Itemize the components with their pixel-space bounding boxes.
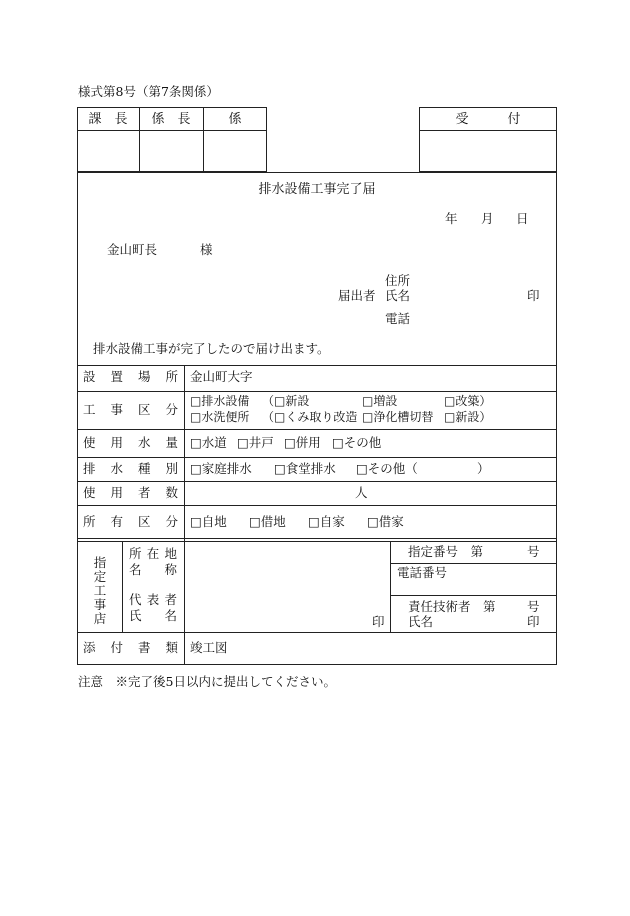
date-month: 月 bbox=[481, 211, 494, 226]
opt-toilet-new[interactable]: □新設） bbox=[444, 410, 492, 424]
ownership-label: 所 有 区 分 bbox=[83, 514, 178, 529]
engineer-name-label: 氏名 bbox=[408, 614, 434, 629]
kacho-label: 課 長 bbox=[88, 112, 128, 127]
drain-label: 排 水 種 別 bbox=[83, 461, 178, 476]
designation-go: 号 bbox=[527, 544, 540, 559]
users-unit: 人 bbox=[355, 485, 368, 500]
contractor-seal: 印 bbox=[372, 614, 385, 629]
engineer-label: 責任技術者 第 bbox=[408, 599, 496, 614]
applicant-name-label: 氏名 bbox=[385, 288, 411, 303]
opt-well[interactable]: □井戸 bbox=[237, 435, 274, 450]
uketsuke-label: 受 付 bbox=[455, 112, 521, 127]
note: 注意 ※完了後5日以内に提出してください。 bbox=[78, 674, 336, 689]
engineer-go: 号 bbox=[527, 599, 540, 614]
location-value: 金山町大字 bbox=[190, 369, 253, 384]
opt-combined[interactable]: □併用 bbox=[284, 435, 321, 450]
attachment-value: 竣工図 bbox=[190, 640, 228, 655]
opt-household-drain[interactable]: □家庭排水 bbox=[190, 461, 252, 476]
statement: 排水設備工事が完了したので届け出ます。 bbox=[93, 341, 330, 356]
opt-drainage-facility[interactable]: □排水設備 bbox=[190, 394, 250, 408]
designated-contractor-label: 指 定 工 事 店 bbox=[93, 555, 107, 626]
location-label: 設 置 場 所 bbox=[83, 369, 178, 384]
contractor-rep-label: 代 表 者 bbox=[129, 592, 177, 607]
opt-own-land[interactable]: □自地 bbox=[190, 514, 227, 529]
opt-rented-house[interactable]: □借家 bbox=[367, 514, 404, 529]
opt-leased-land[interactable]: □借地 bbox=[249, 514, 286, 529]
kakaricho-label: 係 長 bbox=[151, 112, 191, 127]
date-day: 日 bbox=[516, 211, 529, 226]
applicant-seal: 印 bbox=[527, 288, 540, 303]
contractor-location-label: 所 在 地 bbox=[129, 546, 177, 561]
opt-own-house[interactable]: □自家 bbox=[308, 514, 345, 529]
applicant-phone-label: 電話 bbox=[385, 311, 411, 326]
applicant-address-label: 住所 bbox=[385, 273, 411, 288]
opt-renovation[interactable]: □改築） bbox=[444, 394, 492, 408]
opt-new-construction[interactable]: （□新設 bbox=[262, 394, 310, 408]
opt-pit-conversion[interactable]: （□くみ取り改造 bbox=[262, 410, 358, 424]
opt-restaurant-drain[interactable]: □食堂排水 bbox=[274, 461, 336, 476]
applicant-label: 届出者 bbox=[338, 288, 376, 303]
opt-water-other[interactable]: □その他 bbox=[332, 435, 382, 450]
opt-extension[interactable]: □増設 bbox=[362, 394, 398, 408]
opt-water-supply[interactable]: □水道 bbox=[190, 435, 227, 450]
engineer-seal: 印 bbox=[527, 614, 540, 629]
addressee: 金山町長 bbox=[107, 242, 158, 257]
opt-drain-other[interactable]: □その他（ bbox=[356, 461, 418, 476]
opt-flush-toilet[interactable]: □水洗便所 bbox=[190, 410, 250, 424]
date-year: 年 bbox=[445, 211, 458, 226]
document-title: 排水設備工事完了届 bbox=[258, 182, 376, 197]
contractor-name-label: 名 称 bbox=[129, 562, 177, 577]
contractor-rep-name-label: 氏 名 bbox=[129, 608, 177, 623]
form-number: 様式第8号（第7条関係） bbox=[78, 84, 219, 99]
kakari-label: 係 bbox=[228, 112, 242, 127]
sama: 様 bbox=[200, 242, 213, 257]
attachment-label: 添 付 書 類 bbox=[83, 640, 178, 655]
drain-other-close: ） bbox=[477, 461, 490, 476]
designation-number-label: 指定番号 第 bbox=[408, 544, 484, 559]
water-label: 使 用 水 量 bbox=[83, 435, 178, 450]
opt-septic-switch[interactable]: □浄化槽切替 bbox=[362, 410, 434, 424]
category-label: 工 事 区 分 bbox=[83, 402, 178, 417]
contractor-phone-label: 電話番号 bbox=[397, 565, 448, 580]
users-label: 使 用 者 数 bbox=[83, 485, 178, 500]
